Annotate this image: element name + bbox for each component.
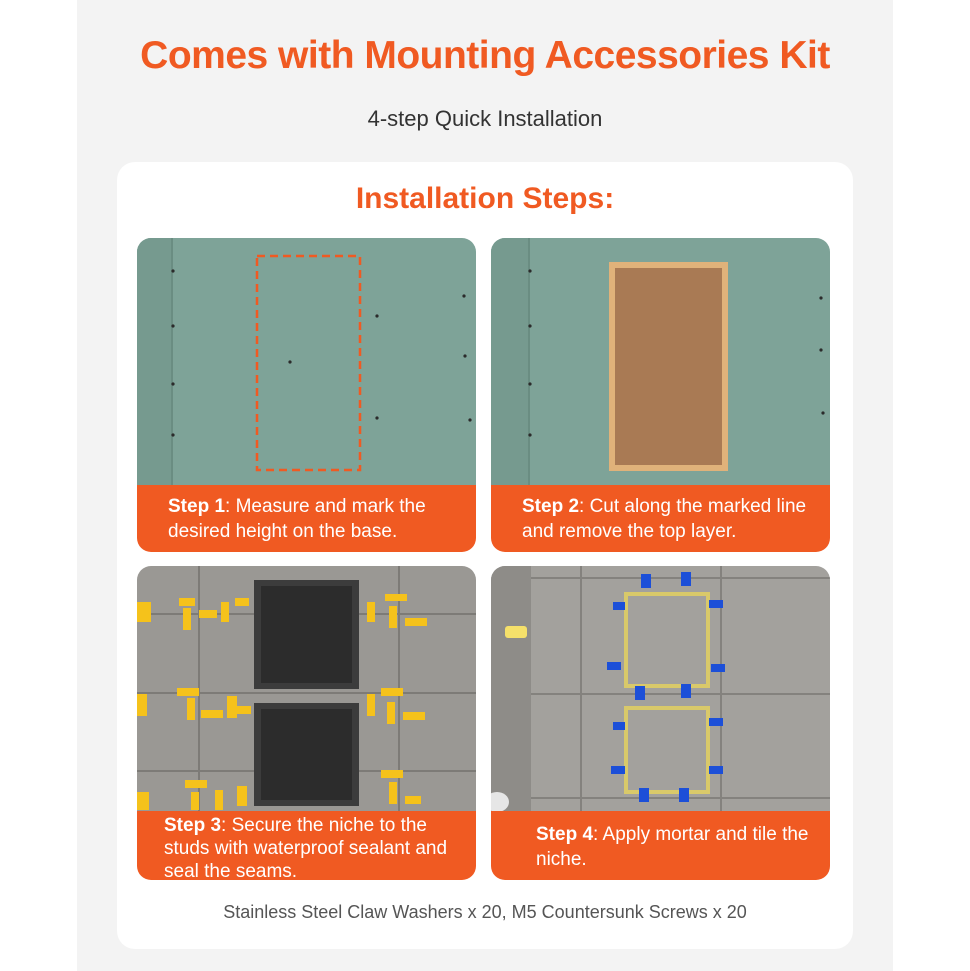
step-2-photo [491, 238, 830, 485]
step-4-caption [491, 811, 830, 880]
step-3-label: Step 3 [164, 815, 222, 836]
step-1-label: Step 1 [168, 496, 226, 517]
step-2-card [491, 238, 830, 552]
page-subtitle: 4-step Quick Installation [367, 106, 603, 131]
step-3-card [137, 566, 476, 880]
installation-title: Installation Steps: [355, 182, 615, 215]
step-4-card [491, 566, 830, 880]
step-4-text: : Apply mortar and tile the niche. [536, 824, 809, 870]
step-4-label: Step 4 [536, 824, 594, 845]
accessories-footer: Stainless Steel Claw Washers x 20, M5 Countersunk Screws x 20 [223, 902, 747, 922]
step-2-caption [491, 485, 830, 552]
step-2-label: Step 2 [522, 496, 580, 517]
step-2-text: : Cut along the marked line and remove the top layer. [522, 496, 807, 542]
step-3-photo [137, 566, 476, 813]
step-1-card [137, 238, 476, 552]
step-1-photo [137, 238, 476, 485]
step-3-text: : Secure the niche to the studs with waterproof sealant and seal the seams. [164, 815, 448, 880]
step-1-text: : Measure and mark the desired height on the base. [168, 496, 426, 542]
step-4-photo [491, 566, 830, 813]
step-3-caption [137, 811, 476, 880]
step-1-caption [137, 485, 476, 552]
page-title: Comes with Mounting Accessories Kit [140, 34, 830, 77]
